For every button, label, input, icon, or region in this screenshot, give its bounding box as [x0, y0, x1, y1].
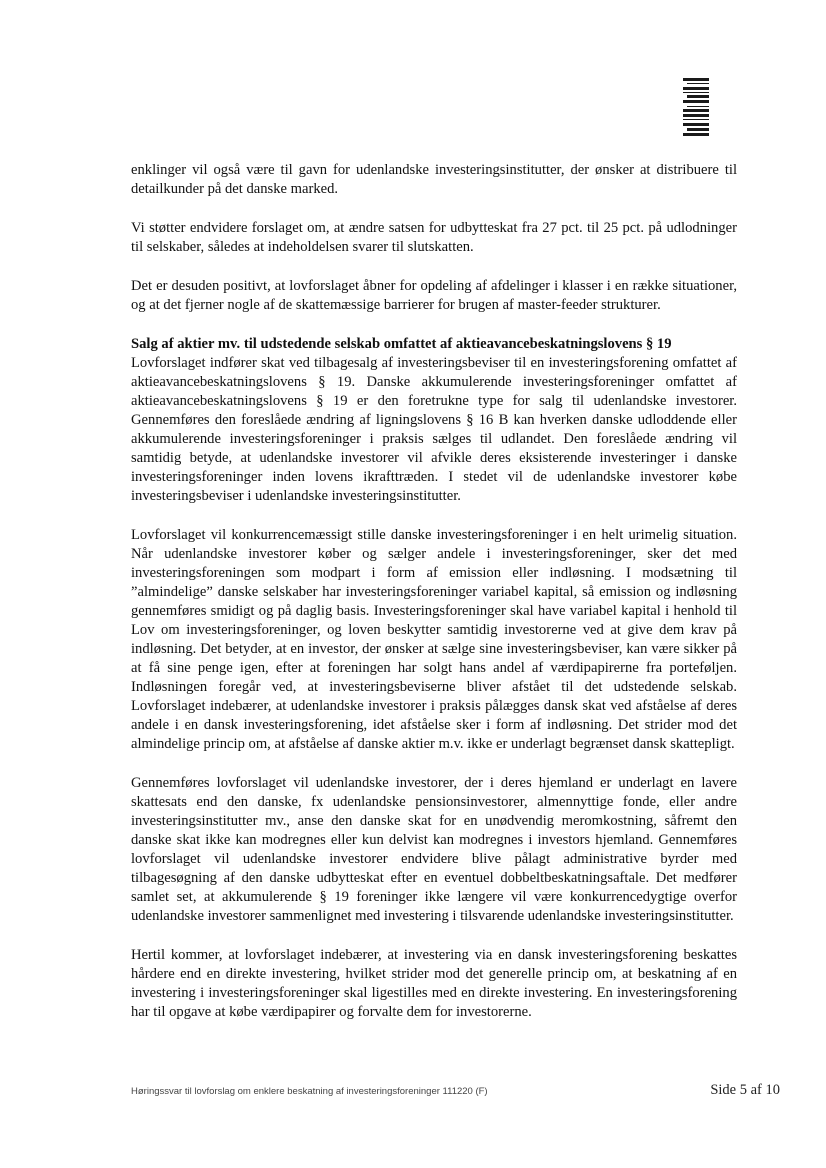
section-block	[131, 335, 737, 506]
document-body	[131, 161, 737, 1042]
page-footer	[131, 1082, 780, 1099]
section-paragraph-3: Gennemføres lovforslaget vil udenlandske investorer, der i deres hjemland er underlagt en lavere skattesats end den danske, fx udenlandske pensionsinvestorer, almennyttige fonde, eller andre investeringsinstitutter mv., anse den danske skat for en unødvendig meromkostning, såfremt den danske skat ikke kan modregnes eller kun delvist kan modregnes i investors hjemland. Gennemføres lovforslaget vil udenlandske investorer endvidere blive pålagt administrative byrder med tilbagesøgning af den danske udbytteskat efter en eventuel dobbeltbeskatningsaftale. Det medfører samlet set, at akkumulerende § 19 foreninger ikke længere vil være konkurrencedygtige overfor udenlandske investorer sammenlignet med investering i tilsvarende udenlandske investeringsinstitutter.	[131, 775, 737, 924]
section-paragraph-1: Lovforslaget indfører skat ved tilbagesalg af investeringsbeviser til en investeringsforening omfattet af aktieavancebeskatningslovens § 19. Danske akkumulerende investeringsforeninger omfattet af aktieavancebeskatningslovens § 19 er den foretrukne type for salg til udenlandske investorer. Gennemføres den foreslåede ændring af ligningslovens § 16 B kan hverken danske udloddende eller akkumulerende investeringsforeninger i praksis sælges til udlandet. Den foreslåede ændring vil samtidig betyde, at udenlandske investorer vil afvikle deres eksisterende investeringer i danske investeringsforeninger inden lovens ikrafttræden. I stedet vil de udenlandske investorer købe investeringsbeviser i udenlandske investeringsinstitutter.	[131, 355, 737, 504]
page-number: Side 5 af 10	[710, 1082, 780, 1098]
section-paragraph-2: Lovforslaget vil konkurrencemæssigt stille danske investeringsforeninger i en helt urimelig situation. Når udenlandske investorer køber og sælger andele i investeringsforeninger, sker det med investeringsforeningen som modpart i form af emission eller indløsning. I modsætning til ”almindelige” danske selskaber har investeringsforeninger variabel kapital, så emission og indløsning gennemføres smidigt og på daglig basis. Investeringsforeninger skal have variabel kapital i henhold til Lov om investeringsforeninger, og loven beskytter samtidig investorerne ved at give dem krav på indløsning. Det betyder, at en investor, der ønsker at sælge sine investeringsbeviser, kan være sikker på at få sine penge igen, efter at foreningen har solgt hans andel af værdipapirerne fra porteføljen. Indløsningen foregår ved, at investeringsbeviserne bliver afstået til det udstedende selskab. Lovforslaget indebærer, at udenlandske investorer i praksis pålægges dansk skat ved afståelse af deres andele i en dansk investeringsforening, idet afståelse sker i form af indløsning. Det strider mod det almindelige princip om, at afståelse af danske aktier m.v. ikke er underlagt begrænset dansk skattepligt.	[131, 527, 737, 752]
paragraph-2: Vi støtter endvidere forslaget om, at ændre satsen for udbytteskat fra 27 pct. til 25 pct. på udlodninger til selskaber, således at indeholdelsen svarer til slutskatten.	[131, 220, 737, 255]
paragraph-3: Det er desuden positivt, at lovforslaget åbner for opdeling af afdelinger i klasser i en række situationer, og at det fjerner nogle af de skattemæssige barrierer for brugen af master-feeder strukturer.	[131, 278, 737, 313]
paragraph-1: enklinger vil også være til gavn for udenlandske investeringsinstitutter, der ønsker at distribuere til detailkunder på det danske marked.	[131, 162, 737, 197]
section-heading: Salg af aktier mv. til udstedende selskab omfattet af aktieavancebeskatningslovens § 19	[131, 336, 672, 352]
footer-document-title: Høringssvar til lovforslag om enklere beskatning af investeringsforeninger 111220 (F)	[131, 1086, 488, 1097]
striped-bars-logo-icon	[683, 78, 709, 136]
section-paragraph-4: Hertil kommer, at lovforslaget indebærer, at investering via en dansk investeringsforening beskattes hårdere end en direkte investering, hvilket strider mod det generelle princip om, at beskatning af en investering i investeringsforeninger skal ligestilles med en direkte investering. En investeringsforening har til opgave at købe værdipapirer og forvalte dem for investorerne.	[131, 947, 737, 1020]
